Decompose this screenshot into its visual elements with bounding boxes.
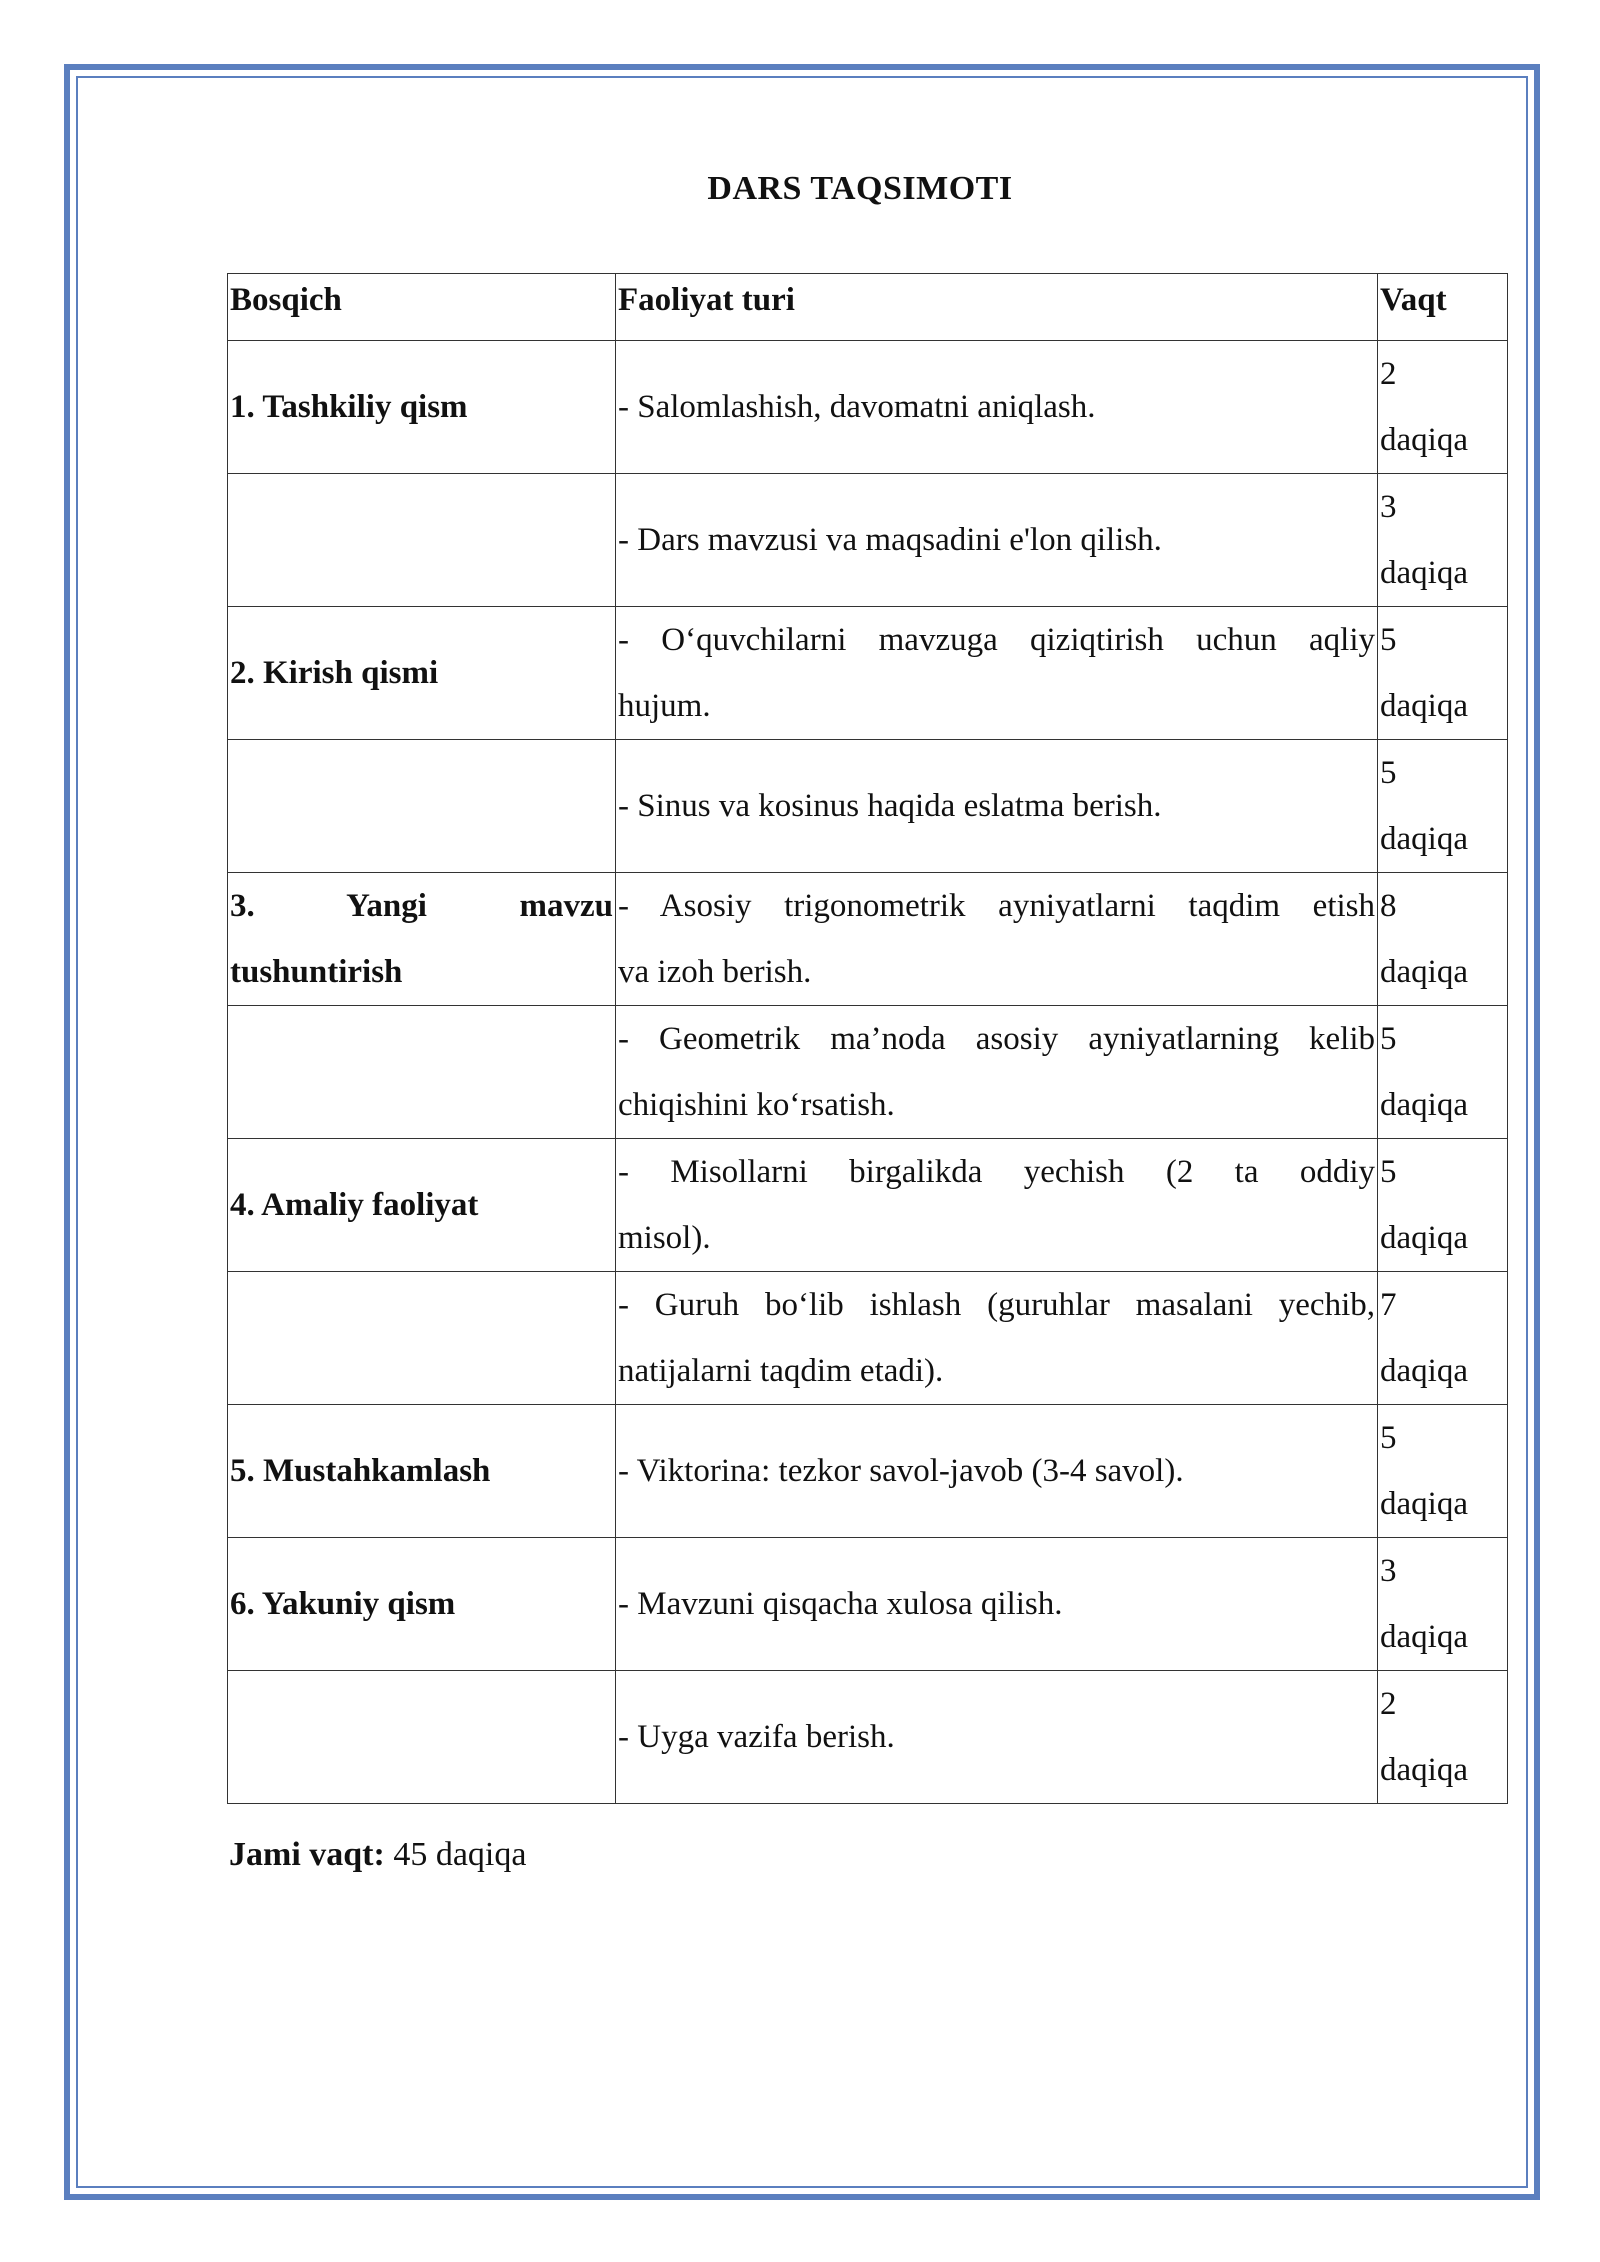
time-value: 5 (1380, 1420, 1397, 1456)
activity-line: - O‘quvchilarni mavzuga qiziqtirish uchun aqliy (618, 622, 1375, 658)
time-unit: daqiqa (1380, 422, 1468, 458)
activity-cell: - Uyga vazifa berish. (616, 1671, 1378, 1804)
stage-cell (228, 1671, 616, 1804)
total-time-summary (229, 1836, 526, 1874)
time-value: 5 (1380, 1154, 1397, 1190)
table-row (228, 1272, 1508, 1405)
total-time-value: 45 daqiqa (384, 1836, 527, 1873)
activity-line: hujum. (618, 688, 711, 724)
stage-cell (228, 474, 616, 607)
time-value: 2 (1380, 356, 1397, 392)
table-row (228, 474, 1508, 607)
activity-line: - Geometrik ma’noda asosiy ayniyatlarning kelib (618, 1021, 1375, 1057)
activity-cell (616, 1006, 1378, 1139)
time-unit: daqiqa (1380, 1087, 1468, 1123)
stage-cell: 4. Amaliy faoliyat (228, 1139, 616, 1272)
activity-cell: - Mavzuni qisqacha xulosa qilish. (616, 1538, 1378, 1671)
document-title: DARS TAQSIMOTI (707, 170, 1013, 207)
time-unit: daqiqa (1380, 1752, 1468, 1788)
time-value: 8 (1380, 888, 1397, 924)
activity-cell: - Dars mavzusi va maqsadini e'lon qilish. (616, 474, 1378, 607)
time-cell (1378, 474, 1508, 607)
time-unit: daqiqa (1380, 1619, 1468, 1655)
header-stage: Bosqich (228, 274, 616, 341)
table-row (228, 607, 1508, 740)
table-row (228, 1139, 1508, 1272)
table-row (228, 1538, 1508, 1671)
time-cell (1378, 740, 1508, 873)
table-header-row (228, 274, 1508, 341)
time-unit: daqiqa (1380, 688, 1468, 724)
time-cell (1378, 1538, 1508, 1671)
activity-cell (616, 1272, 1378, 1405)
time-cell (1378, 1671, 1508, 1804)
time-value: 3 (1380, 1553, 1397, 1589)
time-unit: daqiqa (1380, 555, 1468, 591)
table-row (228, 1671, 1508, 1804)
time-unit: daqiqa (1380, 1486, 1468, 1522)
time-value: 5 (1380, 1021, 1397, 1057)
activity-line: chiqishini ko‘rsatish. (618, 1087, 895, 1123)
total-time-label: Jami vaqt: (229, 1836, 385, 1873)
activity-cell (616, 1139, 1378, 1272)
time-cell (1378, 1405, 1508, 1538)
time-cell (1378, 873, 1508, 1006)
table-row (228, 1405, 1508, 1538)
stage-cell (228, 1006, 616, 1139)
time-cell (1378, 1272, 1508, 1405)
activity-cell (616, 873, 1378, 1006)
stage-cell: 1. Tashkiliy qism (228, 341, 616, 474)
header-time: Vaqt (1378, 274, 1508, 341)
activity-line: natijalarni taqdim etadi). (618, 1353, 944, 1389)
time-cell (1378, 1139, 1508, 1272)
activity-cell: - Sinus va kosinus haqida eslatma berish. (616, 740, 1378, 873)
time-value: 2 (1380, 1686, 1397, 1722)
activity-line: - Asosiy trigonometrik ayniyatlarni taqdim etish (618, 888, 1375, 924)
stage-cell: 6. Yakuniy qism (228, 1538, 616, 1671)
activity-cell: - Salomlashish, davomatni aniqlash. (616, 341, 1378, 474)
activity-line: misol). (618, 1220, 711, 1256)
time-unit: daqiqa (1380, 954, 1468, 990)
stage-cell (228, 873, 616, 1006)
time-cell (1378, 341, 1508, 474)
stage-cell (228, 740, 616, 873)
table-row (228, 1006, 1508, 1139)
time-unit: daqiqa (1380, 1353, 1468, 1389)
time-unit: daqiqa (1380, 821, 1468, 857)
table-row (228, 341, 1508, 474)
time-unit: daqiqa (1380, 1220, 1468, 1256)
stage-line: tushuntirish (230, 954, 403, 990)
stage-cell: 5. Mustahkamlash (228, 1405, 616, 1538)
stage-cell (228, 1272, 616, 1405)
activity-line: va izoh berish. (618, 954, 812, 990)
time-value: 3 (1380, 489, 1397, 525)
table-row (228, 740, 1508, 873)
time-cell (1378, 607, 1508, 740)
time-value: 5 (1380, 755, 1397, 791)
time-value: 5 (1380, 622, 1397, 658)
time-value: 7 (1380, 1287, 1397, 1323)
activity-line: - Misollarni birgalikda yechish (2 ta oddiy (618, 1154, 1375, 1190)
activity-line: - Guruh bo‘lib ishlash (guruhlar masalani yechib, (618, 1287, 1375, 1323)
activity-cell (616, 607, 1378, 740)
time-cell (1378, 1006, 1508, 1139)
stage-line: 3. Yangi mavzu (230, 888, 613, 924)
header-activity: Faoliyat turi (616, 274, 1378, 341)
activity-cell: - Viktorina: tezkor savol-javob (3-4 savol). (616, 1405, 1378, 1538)
table-row (228, 873, 1508, 1006)
stage-cell: 2. Kirish qismi (228, 607, 616, 740)
lesson-plan-table (227, 273, 1508, 1804)
